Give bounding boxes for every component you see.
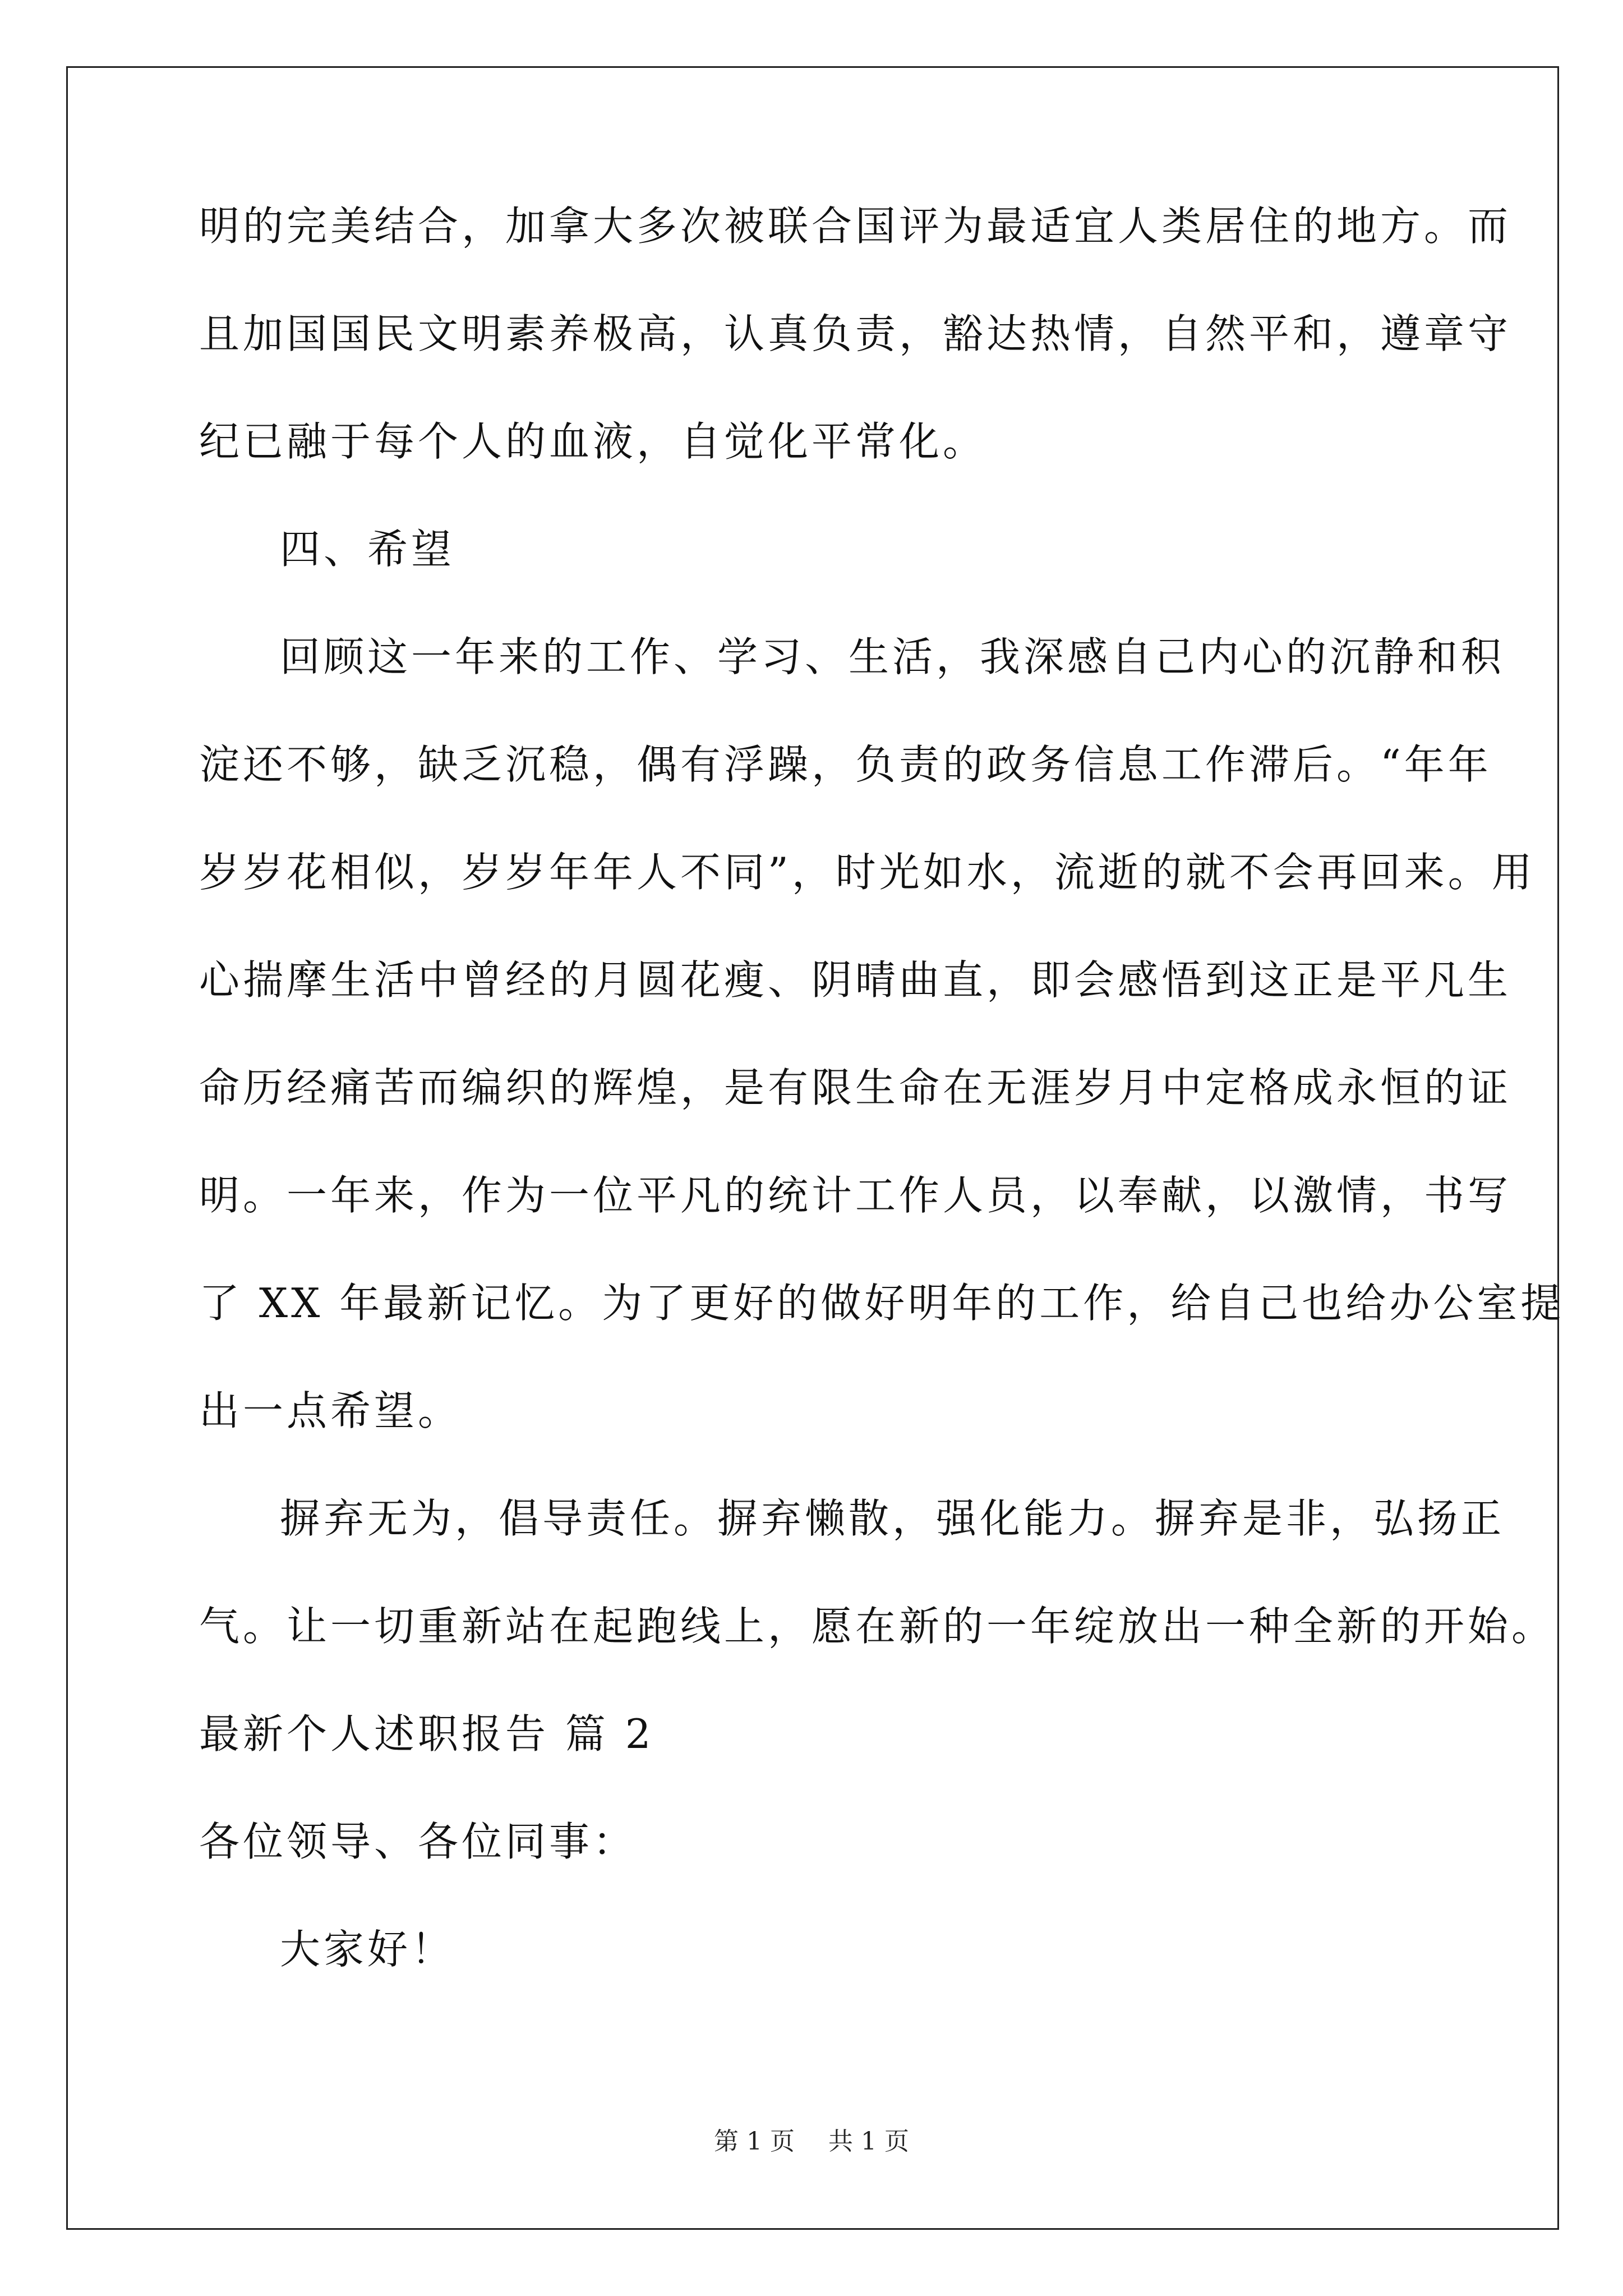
paragraph-line: 纪已融于每个人的血液，自觉化平常化。 — [199, 418, 987, 465]
section-heading: 四、希望 — [280, 526, 455, 573]
paragraph-line: 了 XX 年最新记忆。为了更好的做好明年的工作，给自己也给办公室提 — [199, 1280, 1565, 1327]
paragraph-line: 心揣摩生活中曾经的月圆花瘦、阴晴曲直，即会感悟到这正是平凡生 — [199, 956, 1512, 1004]
paragraph-line: 淀还不够，缺乏沉稳，偶有浮躁，负责的政务信息工作滞后。“年年 — [199, 741, 1492, 788]
paragraph-line: 回顾这一年来的工作、学习、生活，我深感自己内心的沉静和积 — [280, 633, 1505, 680]
paragraph-line: 气。让一切重新站在起跑线上，愿在新的一年绽放出一种全新的开始。 — [199, 1603, 1556, 1650]
document-body — [199, 199, 1565, 2030]
paragraph-line: 出一点希望。 — [199, 1387, 462, 1434]
paragraph-line: 岁岁花相似，岁岁年年人不同”，时光如水，流逝的就不会再回来。用 — [199, 849, 1536, 896]
paragraph-line: 且加国国民文明素养极高，认真负责，豁达热情，自然平和，遵章守 — [199, 310, 1512, 357]
page-total: 共 1 页 — [828, 2127, 909, 2156]
page-number: 第 1 页 — [714, 2127, 795, 2156]
paragraph-line: 摒弃无为，倡导责任。摒弃懒散，强化能力。摒弃是非，弘扬正 — [280, 1495, 1505, 1542]
paragraph-line: 命历经痛苦而编织的辉煌，是有限生命在无涯岁月中定格成永恒的证 — [199, 1064, 1512, 1111]
article-title: 最新个人述职报告 篇 2 — [199, 1710, 654, 1757]
greeting: 大家好！ — [280, 1926, 455, 1973]
page-footer — [0, 2126, 1623, 2157]
paragraph-line: 明的完美结合，加拿大多次被联合国评为最适宜人类居住的地方。而 — [199, 203, 1512, 250]
paragraph-line: 明。一年来，作为一位平凡的统计工作人员，以奉献，以激情，书写 — [199, 1172, 1512, 1219]
salutation: 各位领导、各位同事： — [199, 1818, 637, 1865]
